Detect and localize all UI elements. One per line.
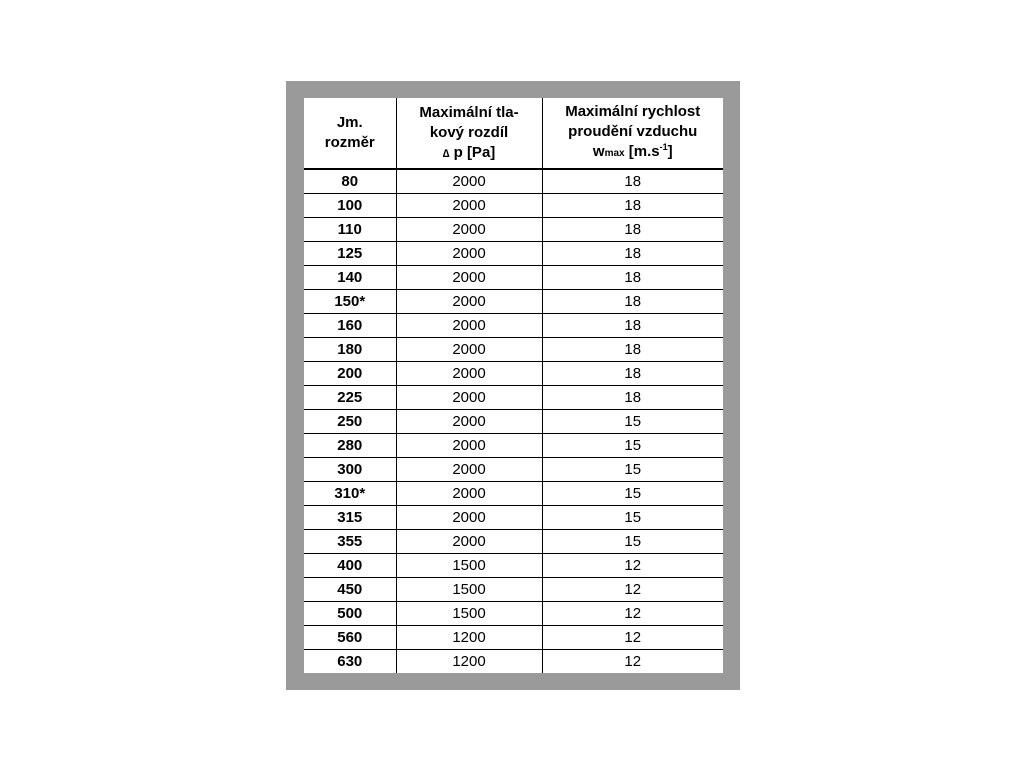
table-container (304, 98, 723, 673)
pressure-cell: 2000 (396, 506, 542, 530)
size-cell: 225 (304, 386, 396, 410)
pressure-cell: 2000 (396, 266, 542, 290)
table-frame (286, 81, 740, 690)
size-cell: 160 (304, 314, 396, 338)
velocity-cell: 18 (542, 314, 723, 338)
header-velocity-w: w (592, 143, 605, 160)
velocity-cell: 18 (542, 266, 723, 290)
table-row (304, 602, 723, 626)
table-row (304, 386, 723, 410)
header-row (304, 98, 723, 169)
velocity-cell: 12 (542, 578, 723, 602)
table-row (304, 554, 723, 578)
size-cell: 80 (304, 169, 396, 194)
size-cell: 100 (304, 194, 396, 218)
table-row (304, 434, 723, 458)
size-cell: 150* (304, 290, 396, 314)
delta-symbol: ∆ (442, 147, 450, 160)
table-row (304, 626, 723, 650)
pressure-cell: 2000 (396, 386, 542, 410)
size-cell: 400 (304, 554, 396, 578)
velocity-cell: 12 (542, 554, 723, 578)
size-cell: 315 (304, 506, 396, 530)
pressure-cell: 2000 (396, 458, 542, 482)
pressure-cell: 2000 (396, 530, 542, 554)
pressure-cell: 2000 (396, 482, 542, 506)
table-row (304, 362, 723, 386)
size-cell: 180 (304, 338, 396, 362)
pressure-cell: 2000 (396, 169, 542, 194)
velocity-cell: 18 (542, 242, 723, 266)
table-row (304, 506, 723, 530)
velocity-cell: 15 (542, 410, 723, 434)
pressure-cell: 1500 (396, 554, 542, 578)
pressure-cell: 2000 (396, 362, 542, 386)
table-row (304, 530, 723, 554)
velocity-cell: 18 (542, 338, 723, 362)
velocity-cell: 12 (542, 626, 723, 650)
table-row (304, 482, 723, 506)
table-row (304, 458, 723, 482)
specification-table (304, 98, 723, 673)
pressure-cell: 1200 (396, 626, 542, 650)
size-cell: 110 (304, 218, 396, 242)
velocity-cell: 12 (542, 650, 723, 674)
pressure-cell: 2000 (396, 338, 542, 362)
velocity-cell: 15 (542, 434, 723, 458)
velocity-cell: 18 (542, 290, 723, 314)
pressure-cell: 2000 (396, 242, 542, 266)
pressure-cell: 2000 (396, 194, 542, 218)
velocity-cell: 15 (542, 530, 723, 554)
header-size-line1: Jm. (336, 114, 363, 131)
table-body (304, 169, 723, 673)
header-pressure-line1: Maximální tla- (419, 103, 519, 121)
table-row (304, 242, 723, 266)
velocity-cell: 18 (542, 169, 723, 194)
size-cell: 125 (304, 242, 396, 266)
velocity-cell: 15 (542, 482, 723, 506)
pressure-cell: 2000 (396, 434, 542, 458)
pressure-cell: 2000 (396, 410, 542, 434)
table-row (304, 218, 723, 242)
table-row (304, 266, 723, 290)
pressure-cell: 1200 (396, 650, 542, 674)
table-row (304, 578, 723, 602)
velocity-cell: 15 (542, 506, 723, 530)
velocity-cell: 18 (542, 362, 723, 386)
header-velocity-sup: -1 (659, 142, 668, 152)
velocity-cell: 15 (542, 458, 723, 482)
header-size (304, 98, 396, 169)
header-size-line2: rozměr (324, 134, 375, 151)
size-cell: 200 (304, 362, 396, 386)
header-velocity-line2: proudění vzduchu (568, 123, 698, 140)
velocity-cell: 12 (542, 602, 723, 626)
table-row (304, 169, 723, 194)
size-cell: 250 (304, 410, 396, 434)
table-row (304, 194, 723, 218)
header-pressure (396, 98, 542, 169)
table-row (304, 290, 723, 314)
pressure-cell: 2000 (396, 218, 542, 242)
table-row (304, 314, 723, 338)
table-row (304, 338, 723, 362)
velocity-cell: 18 (542, 218, 723, 242)
pressure-cell: 1500 (396, 578, 542, 602)
pressure-cell: 2000 (396, 314, 542, 338)
velocity-cell: 18 (542, 386, 723, 410)
velocity-cell: 18 (542, 194, 723, 218)
header-velocity-line1: Maximální rychlost (565, 103, 701, 120)
header-velocity-sub: max (604, 148, 625, 159)
header-velocity-unit: [m.s (628, 143, 660, 160)
size-cell: 630 (337, 653, 363, 670)
size-cell: 500 (304, 602, 396, 626)
size-cell: 140 (304, 266, 396, 290)
table-row (304, 410, 723, 434)
header-velocity (542, 98, 723, 169)
size-cell: 280 (304, 434, 396, 458)
size-cell: 450 (304, 578, 396, 602)
header-pressure-line3: p [Pa] (453, 143, 496, 161)
size-cell: 300 (304, 458, 396, 482)
pressure-cell: 2000 (396, 290, 542, 314)
size-cell: 560 (304, 626, 396, 650)
pressure-cell: 1500 (396, 602, 542, 626)
size-cell: 355 (304, 530, 396, 554)
header-velocity-close: ] (667, 143, 673, 160)
table-row (304, 650, 723, 674)
header-pressure-line2: kový rozdíl (429, 123, 509, 141)
size-cell: 310* (304, 482, 396, 506)
